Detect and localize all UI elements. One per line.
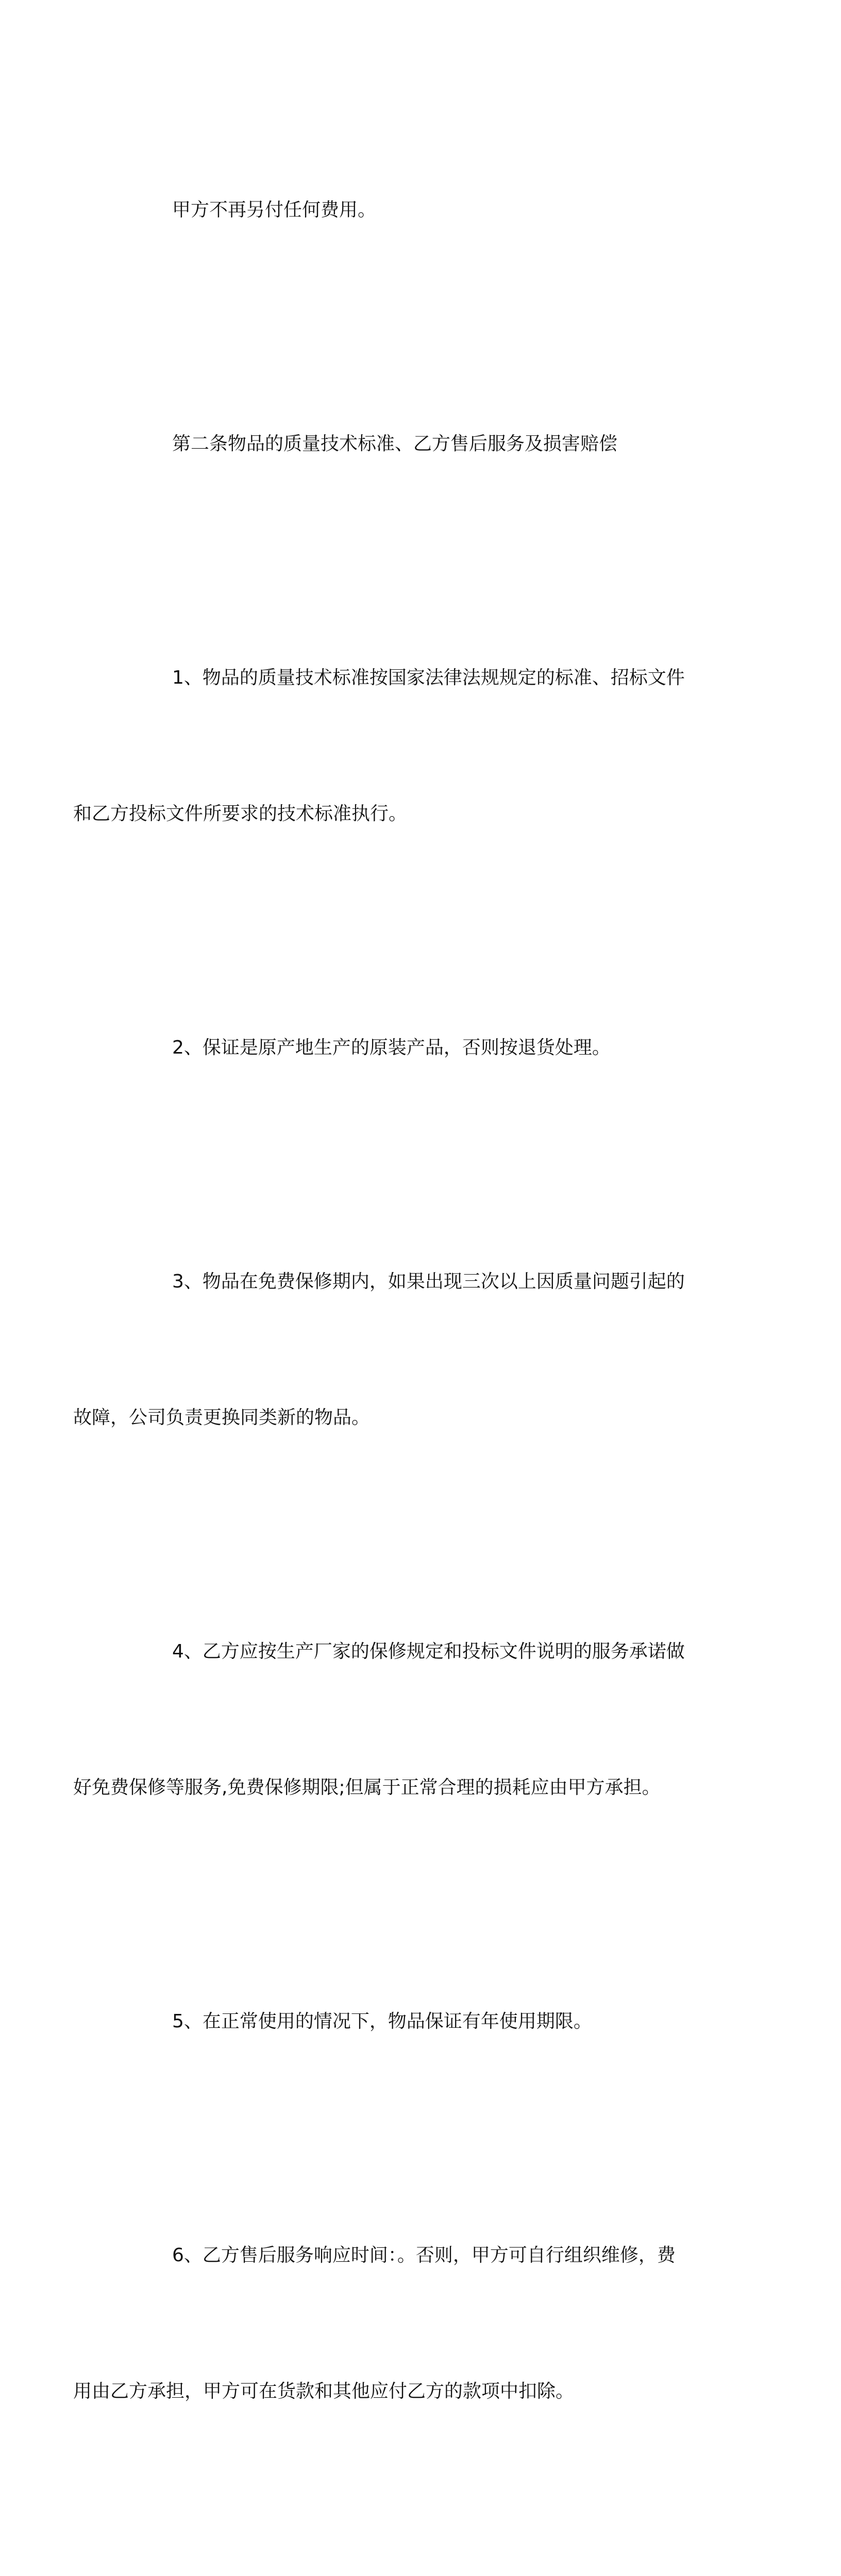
clause-5-service-life	[123, 1908, 720, 2135]
paragraph-line: 好免费保修等服务,免费保修期限;但属于正常合理的损耗应由甲方承担。	[73, 1777, 661, 1798]
paragraph-payment-note	[123, 97, 720, 324]
paragraph-line: 1、物品的质量技术标准按国家法律法规规定的标准、招标文件	[172, 667, 685, 688]
clause-2-original-product	[123, 935, 720, 1161]
paragraph-line: 6、乙方售后服务响应时间：。否则，甲方可自行组织维修，费	[172, 2245, 676, 2266]
document-body	[73, 97, 720, 2576]
paragraph-line: 和乙方投标文件所要求的技术标准执行。	[73, 803, 408, 824]
paragraph-line: 第二条物品的质量技术标准、乙方售后服务及损害赔偿	[172, 433, 618, 454]
paragraph-line: 2、保证是原产地生产的原装产品，否则按退货处理。	[172, 1037, 611, 1058]
paragraph-line: 用由乙方承担，甲方可在货款和其他应付乙方的款项中扣除。	[73, 2381, 575, 2402]
article-2-heading	[123, 331, 720, 557]
paragraph-line: 5、在正常使用的情况下，物品保证有年使用期限。	[172, 2011, 592, 2032]
paragraph-line: 甲方不再另付任何费用。	[172, 199, 377, 221]
clause-1-quality-standard	[73, 565, 720, 927]
paragraph-line: 故障，公司负责更换同类新的物品。	[73, 1407, 371, 1428]
clause-4-warranty-service	[73, 1538, 720, 1901]
paragraph-line: 4、乙方应按生产厂家的保修规定和投标文件说明的服务承诺做	[172, 1641, 685, 1662]
clause-3-warranty-replacement	[73, 1168, 720, 1531]
paragraph-line: 3、物品在免费保修期内，如果出现三次以上因质量问题引起的	[172, 1271, 685, 1292]
clause-6-response-time	[73, 2142, 720, 2505]
clause-7-compensation	[123, 2512, 720, 2576]
